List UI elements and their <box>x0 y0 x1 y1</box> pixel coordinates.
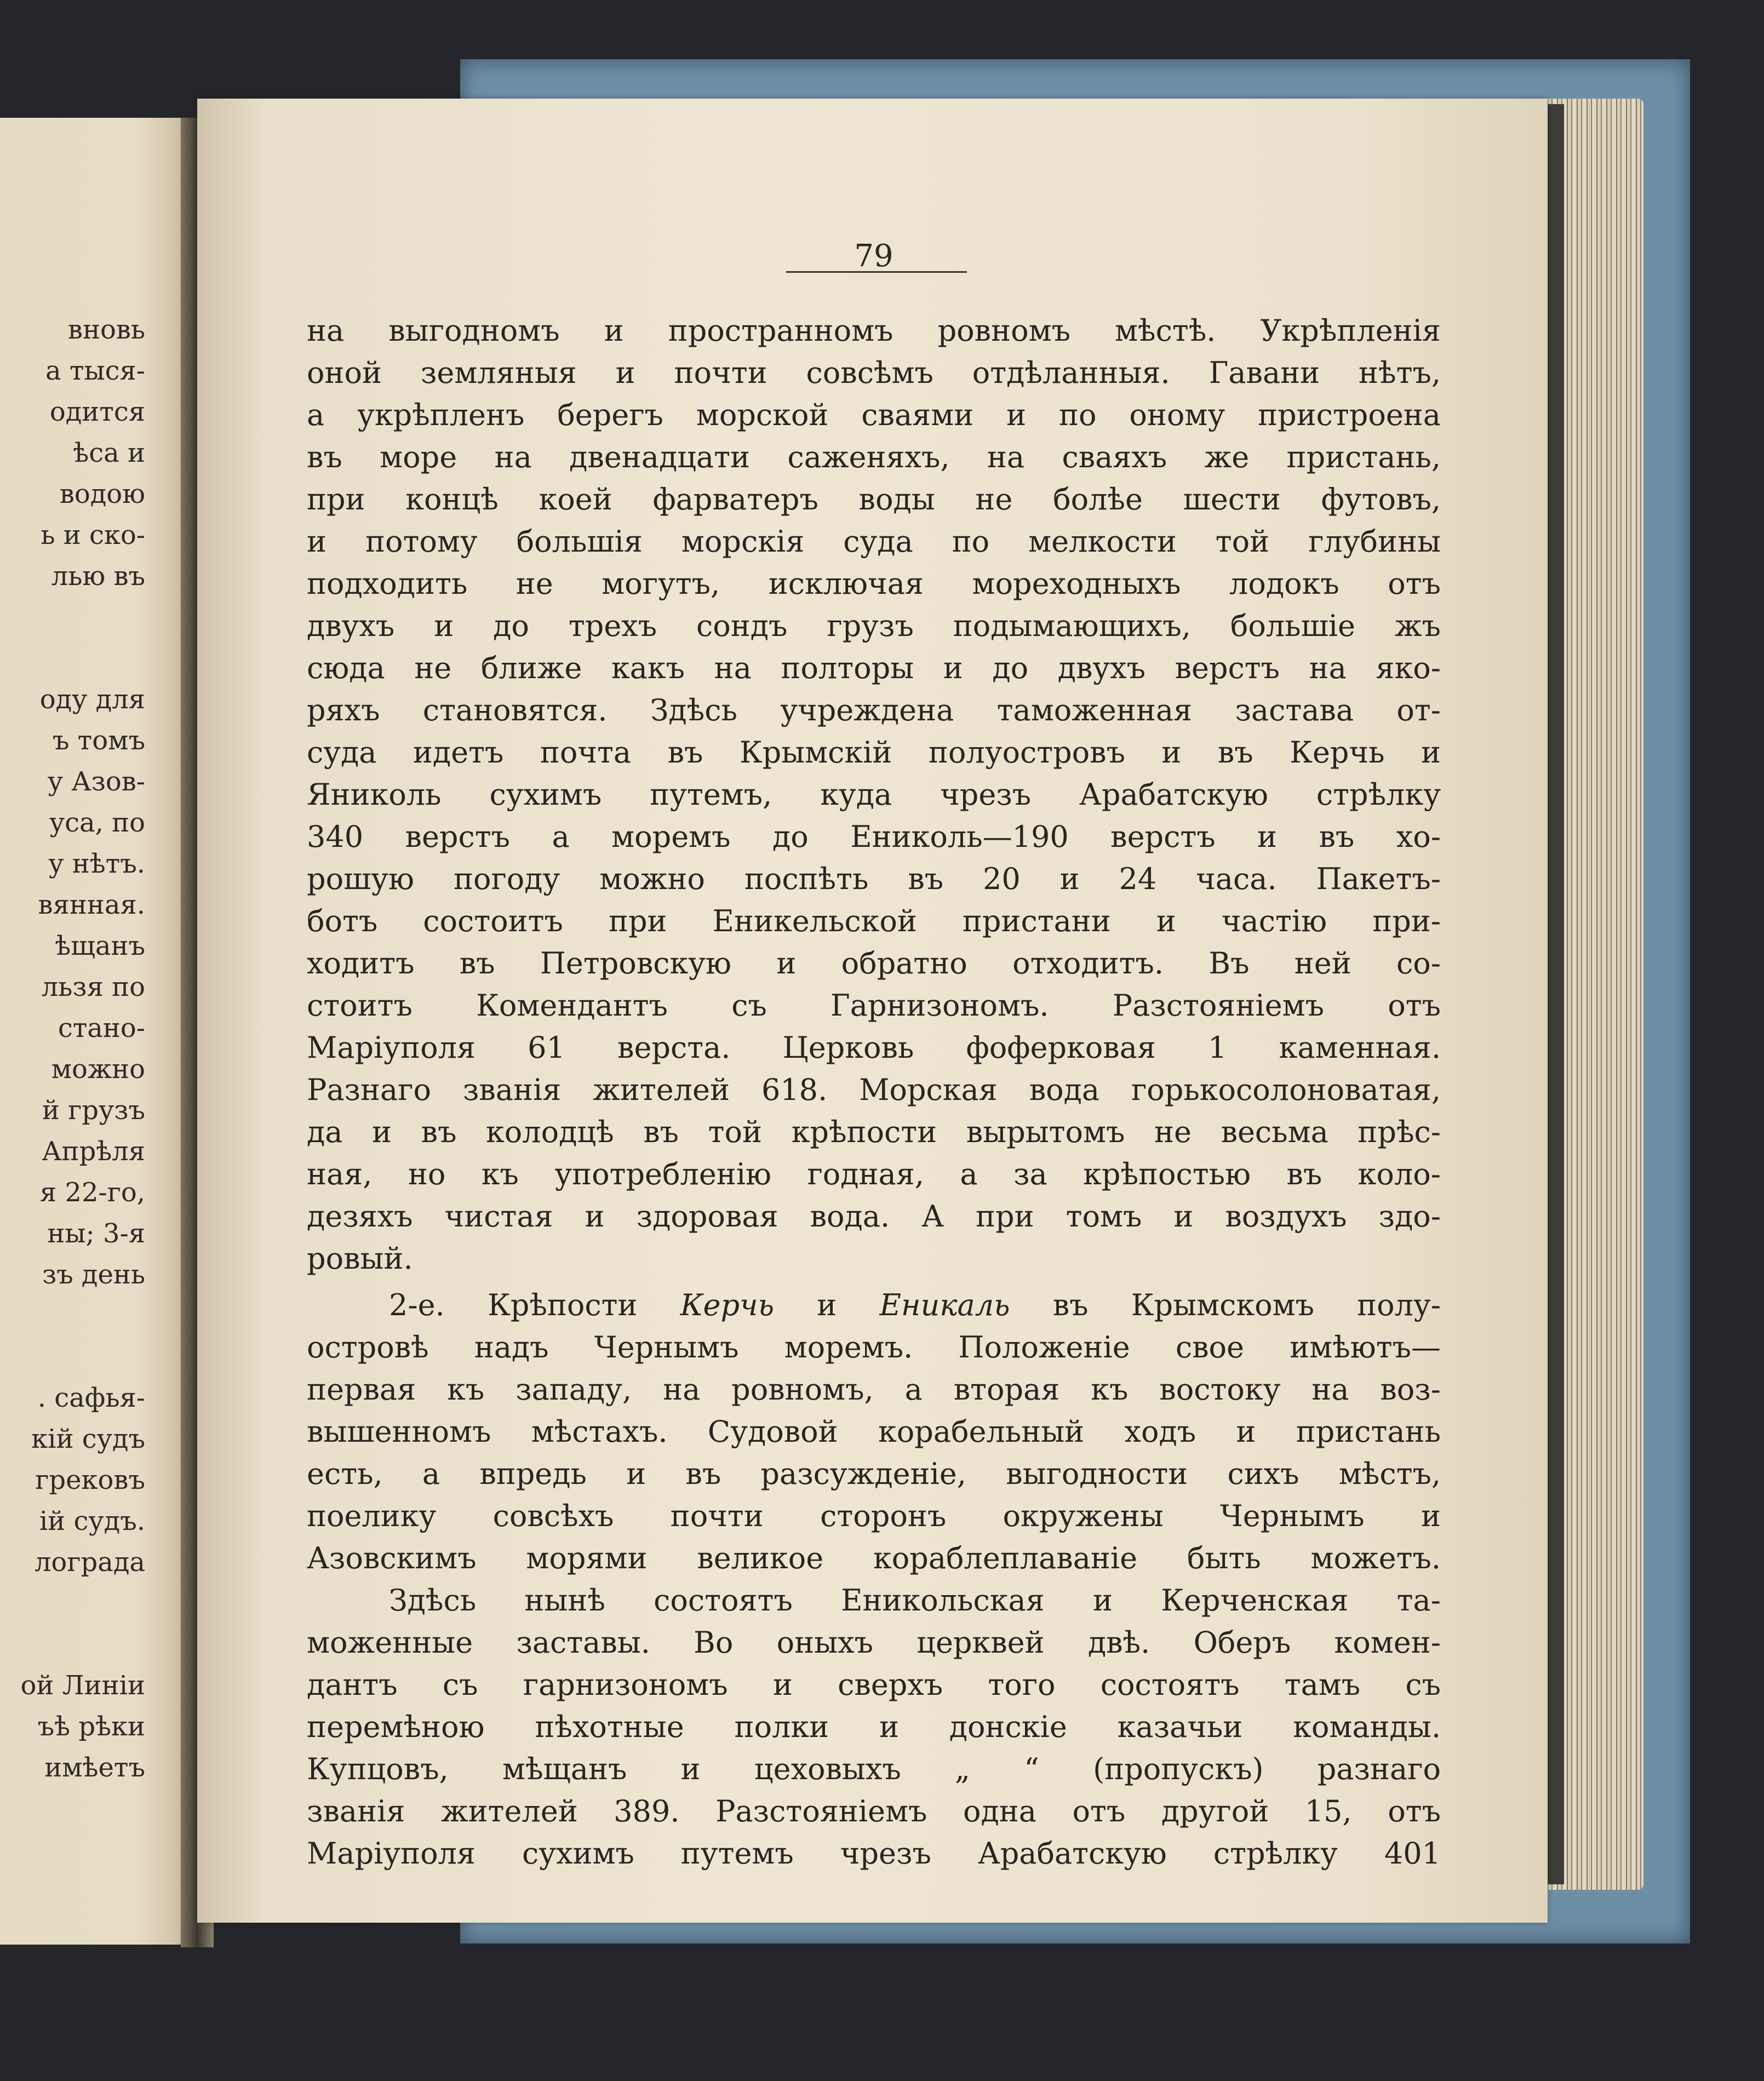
paragraph-2 <box>307 1284 1441 1579</box>
text-line: и потому большія морскія суда по мелкости той глубины <box>307 524 1441 559</box>
left-page-line: я 22-го, <box>39 1177 145 1208</box>
left-page-line <box>0 597 145 679</box>
left-page-line: имѣетъ <box>44 1752 145 1783</box>
text-line: есть, а впредь и въ разсужденіе, выгодности сихъ мѣстъ, <box>307 1457 1441 1491</box>
page-number: 79 <box>854 238 894 274</box>
left-page-line: ѣщанъ <box>55 931 145 961</box>
text-line: перемѣною пѣхотные полки и донскіе казачьи команды. <box>307 1710 1441 1744</box>
left-page-line: вновь <box>67 314 145 345</box>
left-page-line: ь и ско- <box>41 520 145 551</box>
text-line: дантъ съ гарнизономъ и сверхъ того состоятъ тамъ съ <box>307 1667 1441 1702</box>
left-page-line: ъ томъ <box>52 725 145 756</box>
text-line: званія жителей 389. Разстояніемъ одна отъ другой 15, отъ <box>307 1794 1441 1828</box>
text-line: Разнаго званія жителей 618. Морская вода горькосолоноватая, <box>307 1073 1441 1107</box>
text-line: ряхъ становятся. Здѣсь учреждена таможенная застава от- <box>307 693 1441 727</box>
text-line: Азовскимъ морями великое кораблеплаваніе быть можетъ. <box>307 1541 1441 1575</box>
left-page-line: одится <box>49 397 145 427</box>
text-line: островѣ надъ Чернымъ моремъ. Положеніе свое имѣютъ— <box>307 1330 1441 1365</box>
left-page <box>0 118 197 1945</box>
text-line: сюда не ближе какъ на полторы и до двухъ верстъ на яко- <box>307 651 1441 685</box>
left-page-line: Апрѣля <box>42 1136 145 1167</box>
page-number-rule <box>786 271 967 273</box>
text-line: Здѣсь нынѣ состоятъ Еникольская и Керченская та- <box>389 1583 1441 1618</box>
left-page-line: лограда <box>34 1547 145 1578</box>
text-line: поелику совсѣхъ почти сторонъ окружены Чернымъ и <box>307 1499 1441 1533</box>
left-page-line: лью въ <box>51 561 145 592</box>
body-text <box>307 309 1441 1874</box>
text-line: подходить не могутъ, исключая мореходныхъ лодокъ отъ <box>307 566 1441 601</box>
left-page-text <box>0 309 145 1788</box>
left-page-line: стано- <box>58 1013 145 1044</box>
left-page-line: грековъ <box>35 1465 145 1495</box>
left-page-line: льзя по <box>41 972 145 1002</box>
text-line: Маріуполя сухимъ путемъ чрезъ Арабатскую стрѣлку 401 <box>307 1836 1441 1871</box>
left-page-line: й грузъ <box>42 1095 145 1126</box>
text-line: суда идетъ почта въ Крымскій полуостровъ и въ Керчь и <box>307 735 1441 770</box>
p2-prefix: 2-е. Крѣпости <box>389 1288 680 1322</box>
paragraph-2-first-line <box>307 1284 1441 1326</box>
left-page-line: ій судъ. <box>39 1506 145 1537</box>
left-page-line: у Азов- <box>47 766 145 797</box>
text-line: вышенномъ мѣстахъ. Судовой корабельный ходъ и пристань <box>307 1414 1441 1449</box>
text-line: первая къ западу, на ровномъ, а вторая къ востоку на воз- <box>307 1372 1441 1407</box>
text-line: моженные заставы. Во оныхъ церквей двѣ. Оберъ комен- <box>307 1625 1441 1660</box>
p2-suffix: въ Крымскомъ полу- <box>1010 1288 1441 1322</box>
left-page-line: у нѣтъ. <box>48 849 145 879</box>
paragraph-3 <box>307 1579 1441 1874</box>
left-page-line <box>0 1583 145 1665</box>
page-edge-shadow <box>1548 104 1564 1884</box>
text-line: стоитъ Комендантъ съ Гарнизономъ. Разстояніемъ отъ <box>307 988 1441 1023</box>
text-line: а укрѣпленъ берегъ морской сваями и по оному пристроена <box>307 398 1441 432</box>
left-page-line: . сафья- <box>37 1383 145 1413</box>
text-line: да и въ колодцѣ въ той крѣпости вырытомъ не весьма прѣс- <box>307 1115 1441 1149</box>
left-page-line: можно <box>51 1054 145 1085</box>
left-page-line: водою <box>59 479 145 509</box>
text-line: ровый. <box>307 1241 413 1276</box>
kerch-italic: Керчь <box>680 1288 775 1322</box>
text-line: дезяхъ чистая и здоровая вода. А при томъ и воздухъ здо- <box>307 1199 1441 1234</box>
left-page-line <box>0 1295 145 1378</box>
text-line: ботъ состоитъ при Еникельской пристани и частію при- <box>307 904 1441 938</box>
text-line: на выгодномъ и пространномъ ровномъ мѣстѣ. Укрѣпленія <box>307 313 1441 348</box>
paragraph-1 <box>307 309 1441 1280</box>
left-page-line: ъѣ рѣки <box>37 1711 145 1742</box>
text-line: Маріуполя 61 верста. Церковь фоферковая 1 каменная. <box>307 1030 1441 1065</box>
left-page-line: ой Линіи <box>20 1670 145 1701</box>
p2-mid: и <box>774 1288 880 1322</box>
text-line: рошую погоду можно поспѣть въ 20 и 24 часа. Пакетъ- <box>307 862 1441 896</box>
left-page-line: кій судъ <box>31 1424 145 1454</box>
text-line: Купцовъ, мѣщанъ и цеховыхъ „ “ (пропускъ) разнаго <box>307 1752 1441 1786</box>
enikal-italic: Еникаль <box>879 1288 1010 1322</box>
text-line: 340 верстъ а моремъ до Ениколь—190 верстъ и въ хо- <box>307 819 1441 854</box>
text-line: въ море на двенадцати саженяхъ, на сваяхъ же пристань, <box>307 440 1441 474</box>
left-page-line: зъ день <box>42 1259 145 1290</box>
text-line: при концѣ коей фарватеръ воды не болѣе шести футовъ, <box>307 482 1441 517</box>
text-line: двухъ и до трехъ сондъ грузъ подымающихъ, большіе жъ <box>307 609 1441 643</box>
left-page-line: ны; 3-я <box>47 1218 145 1249</box>
left-page-line: вянная. <box>38 890 145 920</box>
text-line: оной земляныя и почти совсѣмъ отдѣланныя. Гавани нѣтъ, <box>307 356 1441 390</box>
left-page-line: ѣса и <box>73 438 145 468</box>
text-line: Яниколь сухимъ путемъ, куда чрезъ Арабатскую стрѣлку <box>307 777 1441 812</box>
left-page-line: оду для <box>39 684 145 715</box>
left-page-line: уса, по <box>49 807 145 838</box>
text-line: ходитъ въ Петровскую и обратно отходитъ. Въ ней со- <box>307 946 1441 981</box>
left-page-line: а тыся- <box>45 356 145 386</box>
text-line: ная, но къ употребленію годная, а за крѣпостью въ коло- <box>307 1157 1441 1191</box>
